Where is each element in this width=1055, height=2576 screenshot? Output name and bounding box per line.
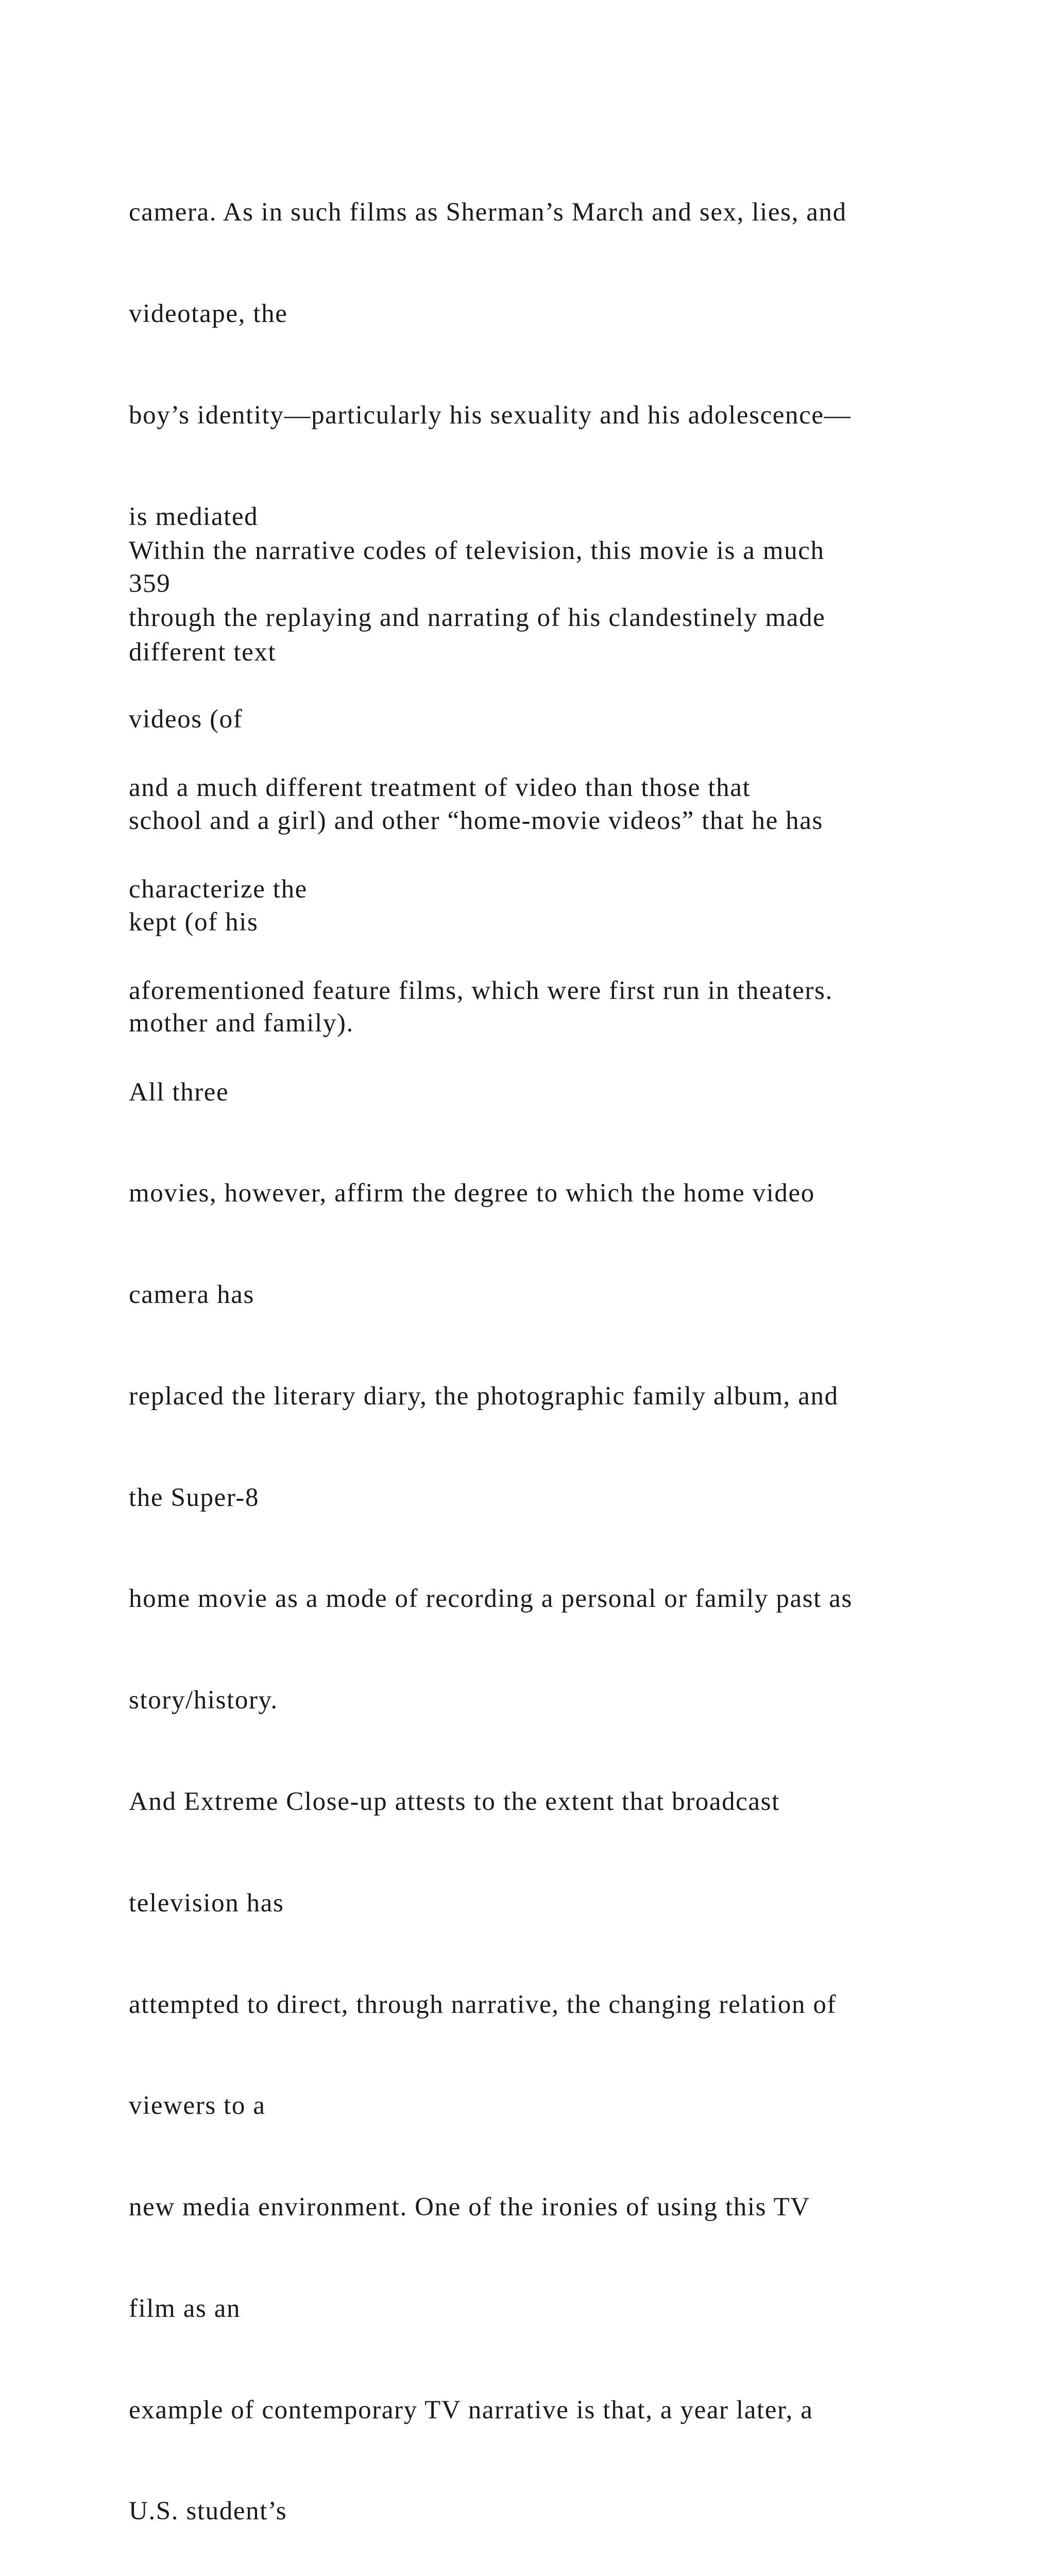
text-line: camera has bbox=[129, 1280, 254, 1310]
text-line: aforementioned feature films, which were first run in theaters. bbox=[129, 976, 833, 1005]
text-line: movies, however, affirm the degree to which the home video bbox=[129, 1179, 815, 1208]
text-line: example of contemporary TV narrative is that, a year later, a bbox=[129, 2395, 813, 2425]
page-number: 359 bbox=[129, 569, 171, 598]
text-line: film as an bbox=[129, 2294, 241, 2323]
text-line: U.S. student’s bbox=[129, 2497, 287, 2526]
text-line: characterize the bbox=[129, 874, 308, 904]
text-line: All three bbox=[129, 1077, 229, 1107]
text-line: is mediated bbox=[129, 502, 259, 531]
paragraph-video-treatment bbox=[129, 704, 1005, 2576]
text-line: mother and family). bbox=[129, 1009, 354, 1038]
text-line: Within the narrative codes of television, this movie is a much bbox=[129, 536, 825, 566]
text-line: television has bbox=[129, 1888, 284, 1918]
text-line: replaced the literary diary, the photographic family album, and bbox=[129, 1381, 839, 1411]
text-line: videos (of bbox=[129, 705, 243, 734]
text-line: viewers to a bbox=[129, 2091, 266, 2121]
text-line: kept (of his bbox=[129, 907, 259, 937]
text-line: And Extreme Close-up attests to the extent that broadcast bbox=[129, 1787, 780, 1816]
text-line: new media environment. One of the ironies of using this TV bbox=[129, 2193, 810, 2222]
text-line: story/history. bbox=[129, 1686, 278, 1715]
text-line: the Super-8 bbox=[129, 1483, 260, 1512]
text-line: through the replaying and narrating of his clandestinely made bbox=[129, 603, 826, 633]
text-line: camera. As in such films as Sherman’s March and sex, lies, and bbox=[129, 198, 847, 227]
text-line: attempted to direct, through narrative, the changing relation of bbox=[129, 1990, 837, 2019]
text-line: boy’s identity—particularly his sexuality and his adolescence— bbox=[129, 400, 852, 430]
text-line: school and a girl) and other “home-movie videos” that he has bbox=[129, 806, 823, 835]
text-line: videotape, the bbox=[129, 299, 288, 328]
text-line: home movie as a mode of recording a personal or family past as bbox=[129, 1584, 853, 1614]
paragraph-narrative-codes bbox=[129, 467, 1005, 737]
text-line: different text bbox=[129, 637, 277, 667]
text-line: and a much different treatment of video than those that bbox=[129, 773, 751, 803]
